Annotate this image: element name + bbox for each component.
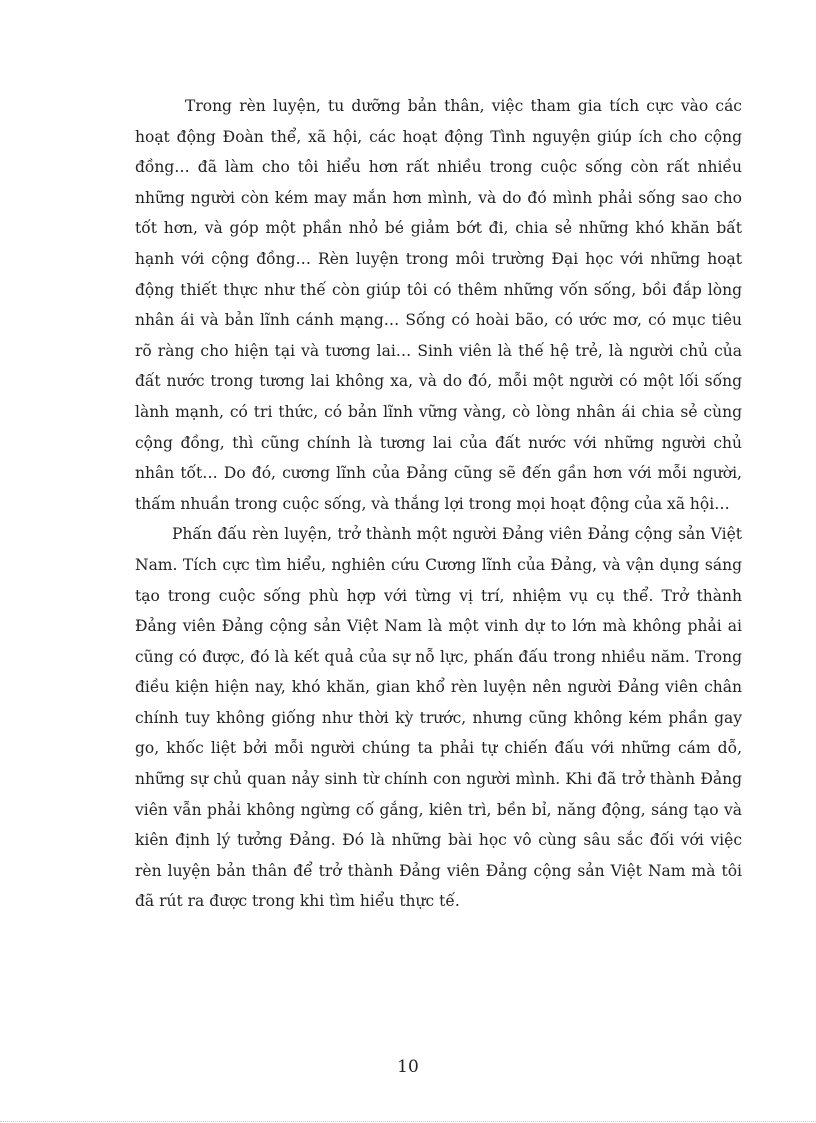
page-number: 10: [397, 1057, 419, 1077]
body-text: [135, 91, 742, 917]
paragraph-1: Trong rèn luyện, tu dưỡng bản thân, việc tham gia tích cực vào các hoạt động Đoàn thể, xã hội, các hoạt động Tình nguyện giúp ích cho cộng đồng… đã làm cho tôi hiểu hơn rất nhiều trong cuộc sống còn rất nhiều những người còn kém may mắn hơn mình, và do đó mình phải sống sao cho tốt hơn, và góp một phần nhỏ bé giảm bớt đi, chia sẻ những khó khăn bất hạnh với cộng đồng… Rèn luyện trong môi trường Đại học với những hoạt động thiết thực như thế còn giúp tôi có thêm những vốn sống, bồi đắp lòng nhân ái và bản lĩnh cánh mạng… Sống có hoài bão, có ước mơ, có mục tiêu rõ ràng cho hiện tại và tương lai… Sinh viên là thế hệ trẻ, là người chủ của đất nước trong tương lai không xa, và do đó, mỗi một người có một lối sống lành mạnh, có tri thức, có bản lĩnh vững vàng, cò lòng nhân ái chia sẻ cùng cộng đồng, thì cũng chính là tương lai của đất nước với những người chủ nhân tốt… Do đó, cương lĩnh của Đảng cũng sẽ đến gần hơn với mỗi người, thấm nhuần trong cuộc sống, và thắng lợi trong mọi hoạt động của xã hội…: [135, 97, 742, 513]
paragraph-2: Phấn đấu rèn luyện, trở thành một người Đảng viên Đảng cộng sản Việt Nam. Tích cực tìm hiểu, nghiên cứu Cương lĩnh của Đảng, và vận dụng sáng tạo trong cuộc sống phù hợp với từng vị trí, nhiệm vụ cụ thể. Trở thành Đảng viên Đảng cộng sản Việt Nam là một vinh dự to lớn mà không phải ai cũng có được, đó là kết quả của sự nỗ lực, phấn đấu trong nhiều năm. Trong điều kiện hiện nay, khó khăn, gian khổ rèn luyện nên người Đảng viên chân chính tuy không giống như thời kỳ trước, nhưng cũng không kém phần gay go, khốc liệt bởi mỗi người chúng ta phải tự chiến đấu với những cám dỗ, những sự chủ quan nảy sinh từ chính con người mình. Khi đã trở thành Đảng viên vẫn phải không ngừng cố gắng, kiên trì, bền bỉ, năng động, sáng tạo và kiên định lý tưởng Đảng. Đó là những bài học vô cùng sâu sắc đối với việc rèn luyện bản thân để trở thành Đảng viên Đảng cộng sản Việt Nam mà tôi đã rút ra được trong khi tìm hiểu thực tế.: [135, 525, 742, 911]
page-bottom-divider: [0, 1121, 816, 1122]
